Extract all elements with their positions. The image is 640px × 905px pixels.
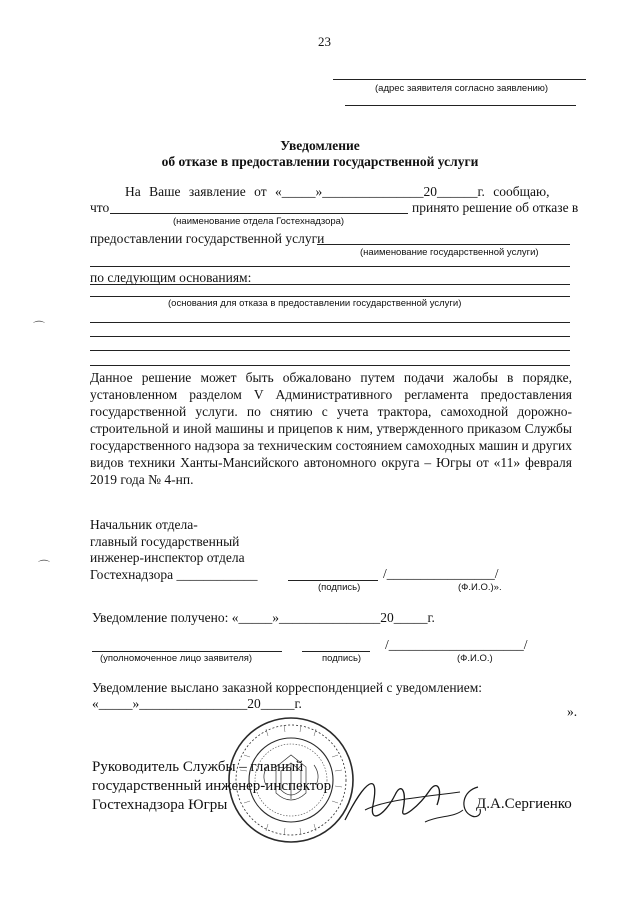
- grounds-caption: (основания для отказа в предоставлении государственной услуги): [168, 298, 462, 309]
- document-title: Уведомление: [280, 138, 360, 153]
- chief-name: Д.А.Сергиенко: [476, 796, 572, 812]
- blank-line-3: [90, 322, 570, 323]
- application-date-line: На Ваше заявление от «_____»_______________20______г. сообщаю,: [125, 184, 550, 199]
- address-line-1: [333, 79, 586, 80]
- grounds-label: по следующим основаниям:: [90, 270, 252, 285]
- department-blank: [110, 213, 408, 214]
- chief-line-2: государственный инженер-инспектор: [92, 778, 332, 794]
- margin-mark-2: ⌒: [38, 559, 51, 573]
- closing-quote: ».: [567, 704, 578, 719]
- service-blank: [317, 244, 570, 245]
- fio-caption-2: (Ф.И.О.): [457, 653, 493, 664]
- fio-slashes-2: /____________________/: [385, 637, 528, 652]
- position-line-4: Гостехнадзора ____________: [90, 566, 258, 582]
- blank-line-5: [90, 350, 570, 351]
- sent-line: Уведомление выслано заказной корреспонденцией с уведомлением:: [92, 680, 483, 695]
- address-line-2: [345, 105, 576, 106]
- chief-position: [92, 758, 331, 815]
- page-number: 23: [318, 34, 331, 49]
- document-subtitle: об отказе в предоставлении государственной услуги: [161, 154, 479, 169]
- department-caption: (наименование отдела Гостехнадзора): [173, 216, 345, 227]
- fio-caption: (Ф.И.О.)».: [458, 582, 502, 593]
- line2-prefix: что: [90, 200, 110, 215]
- line2-suffix: принято решение об отказе в: [412, 200, 579, 215]
- position-line-2: главный государственный: [90, 533, 240, 549]
- position-line-3: инженер-инспектор отдела: [90, 550, 245, 565]
- signature-caption: (подпись): [318, 582, 361, 593]
- margin-mark-1: ⌒: [33, 320, 46, 334]
- position-block: [90, 517, 258, 583]
- position-line-1: Начальник отдела-: [90, 517, 198, 532]
- line3-prefix: предоставлении государственной услуги: [90, 231, 325, 246]
- service-caption: (наименование государственной услуги): [360, 247, 539, 258]
- blank-line-6: [90, 365, 570, 366]
- grounds-underline: [90, 284, 570, 285]
- chief-line-3: Гостехнадзора Югры: [92, 797, 228, 813]
- fio-slashes: /________________/: [383, 566, 499, 581]
- sent-date: «_____»________________20_____г.: [92, 696, 302, 711]
- signature-blank: [288, 580, 378, 581]
- appeal-paragraph: Данное решение может быть обжаловано путем подачи жалобы в порядке, установленном разделом V Административного регламента предоставления государственной услуги. по снятию с учета трактора, самоходной дорожно-строительной и иной машины и прицепов к ним, утвержденного приказом Службы государственного надзора за техническим состоянием самоходных машин и других видов техники Ханты-Мансийского автономного округа – Югры от «11» февраля 2019 года № 4-нп.: [90, 370, 572, 487]
- handwritten-signature: [325, 760, 475, 840]
- blank-line-2: [90, 296, 570, 297]
- representative-caption: (уполномоченное лицо заявителя): [100, 653, 253, 664]
- representative-blank: [92, 651, 282, 652]
- chief-line-1: Руководитель Службы – главный: [92, 759, 304, 775]
- blank-line-1: [90, 266, 570, 267]
- received-line: Уведомление получено: «_____»_______________20_____г.: [92, 610, 435, 625]
- signature-blank-2: [302, 651, 370, 652]
- blank-line-4: [90, 336, 570, 337]
- address-caption: (адрес заявителя согласно заявлению): [375, 83, 549, 94]
- signature-caption-2: подпись): [322, 653, 362, 664]
